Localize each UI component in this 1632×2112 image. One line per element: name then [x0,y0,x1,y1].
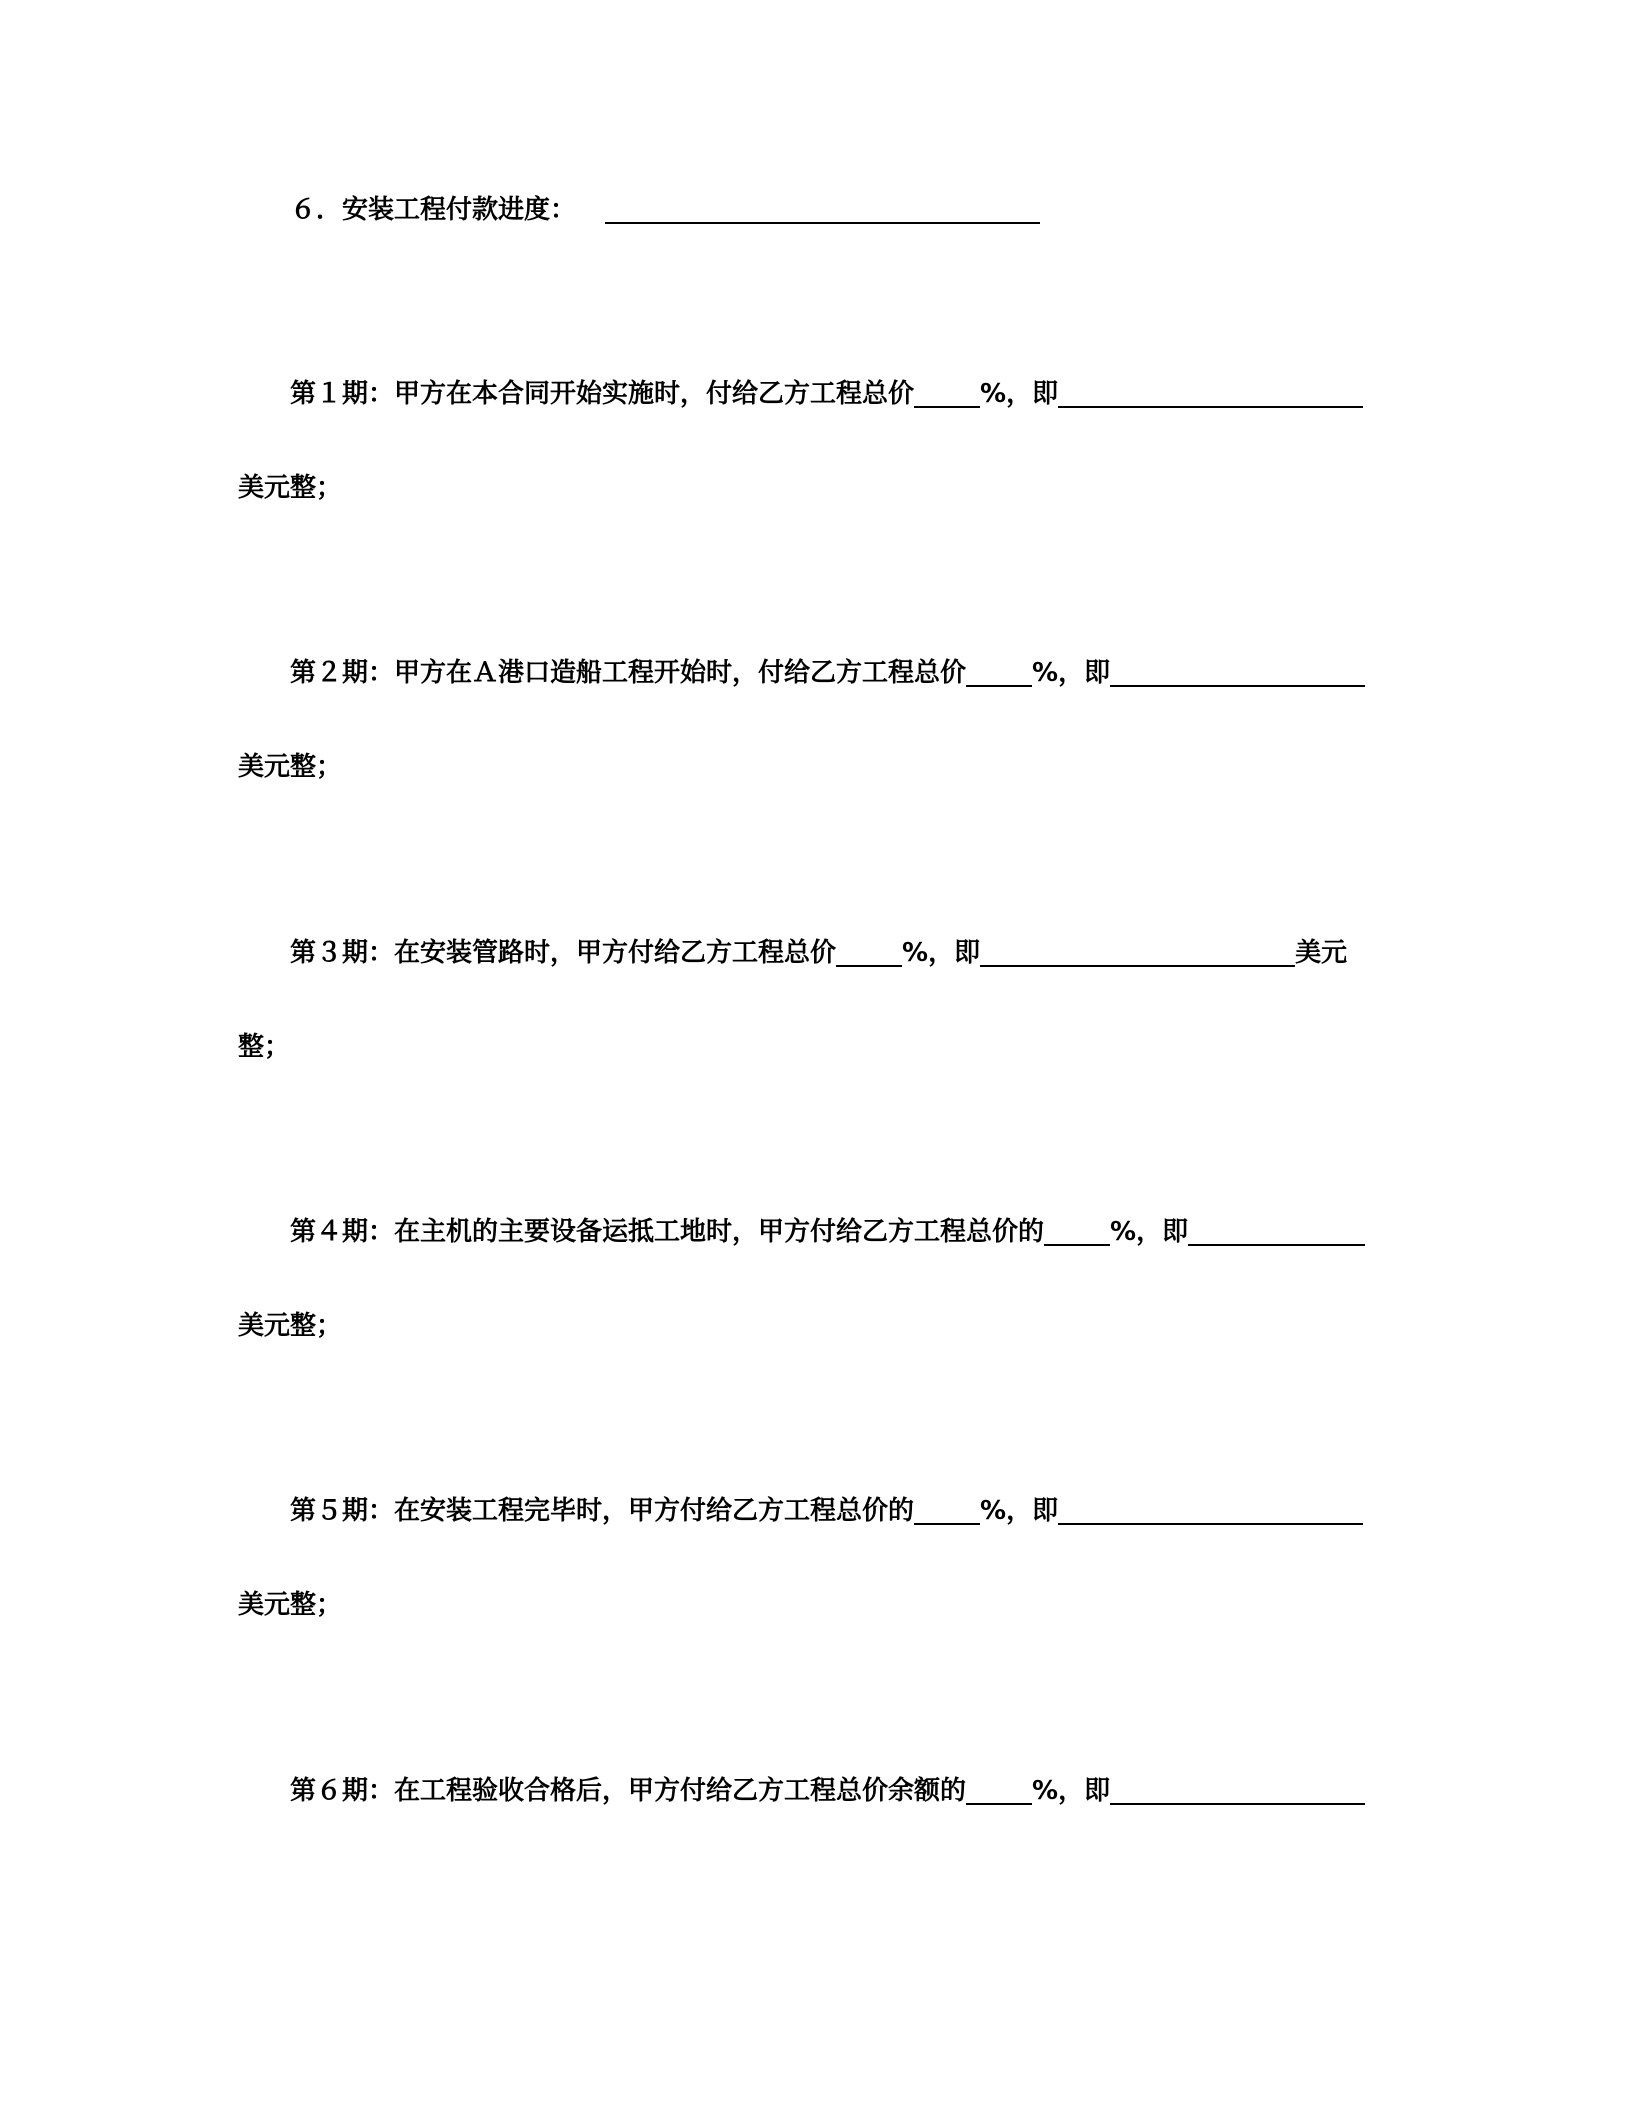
installment-text: 在安装工程完毕时，甲方付给乙方工程总价的 [394,1496,915,1526]
installment-5-continuation [238,1585,342,1625]
section-title: 安装工程付款进度： [342,195,577,225]
installment-text: 甲方在本合同开始实施时，付给乙方工程总价 [394,379,915,409]
percent-blank[interactable] [966,657,1032,687]
installment-1-continuation [238,468,342,508]
section-number: ６． [290,195,343,225]
installment-label: 第４期： [290,1217,395,1247]
percent-suffix: %，即 [1032,1776,1111,1806]
installment-label: 第６期： [290,1776,395,1806]
installment-4-continuation [238,1306,342,1346]
installment-6-line [290,1771,1365,1811]
installment-2-line [290,653,1365,693]
installment-text: 在安装管路时，甲方付给乙方工程总价 [394,938,837,968]
percent-blank[interactable] [1044,1216,1110,1246]
currency-text: 美元整； [238,473,343,503]
percent-suffix: %，即 [902,938,981,968]
amount-blank[interactable] [1110,657,1365,687]
installment-4-line [290,1212,1365,1252]
amount-blank[interactable] [1188,1216,1365,1246]
percent-suffix: %，即 [980,379,1059,409]
percent-suffix: %，即 [980,1496,1059,1526]
installment-3-continuation [238,1027,290,1067]
currency-text: 美元整； [238,752,343,782]
currency-text: 美元整； [238,1590,343,1620]
installment-label: 第３期： [290,938,395,968]
amount-blank[interactable] [980,937,1295,967]
installment-text: 甲方在Ａ港口造船工程开始时，付给乙方工程总价 [394,658,967,688]
percent-blank[interactable] [836,937,902,967]
percent-blank[interactable] [966,1775,1032,1805]
amount-blank[interactable] [1110,1775,1365,1805]
percent-blank[interactable] [914,1495,980,1525]
percent-suffix: %，即 [1110,1217,1189,1247]
percent-blank[interactable] [914,378,980,408]
installment-1-line [290,374,1363,414]
payment-schedule-blank[interactable] [605,194,1040,224]
installment-text: 在工程验收合格后，甲方付给乙方工程总价余额的 [394,1776,967,1806]
installment-label: 第１期： [290,379,395,409]
currency-text: 美元 [1295,938,1348,968]
installment-label: 第５期： [290,1496,395,1526]
currency-text: 整； [238,1032,291,1062]
percent-suffix: %，即 [1032,658,1111,688]
installment-text: 在主机的主要设备运抵工地时，甲方付给乙方工程总价的 [394,1217,1045,1247]
currency-text: 美元整； [238,1311,343,1341]
installment-2-continuation [238,747,342,787]
section-heading [290,190,1040,230]
installment-5-line [290,1491,1363,1531]
installment-3-line [290,933,1347,973]
amount-blank[interactable] [1058,378,1363,408]
installment-label: 第２期： [290,658,395,688]
amount-blank[interactable] [1058,1495,1363,1525]
